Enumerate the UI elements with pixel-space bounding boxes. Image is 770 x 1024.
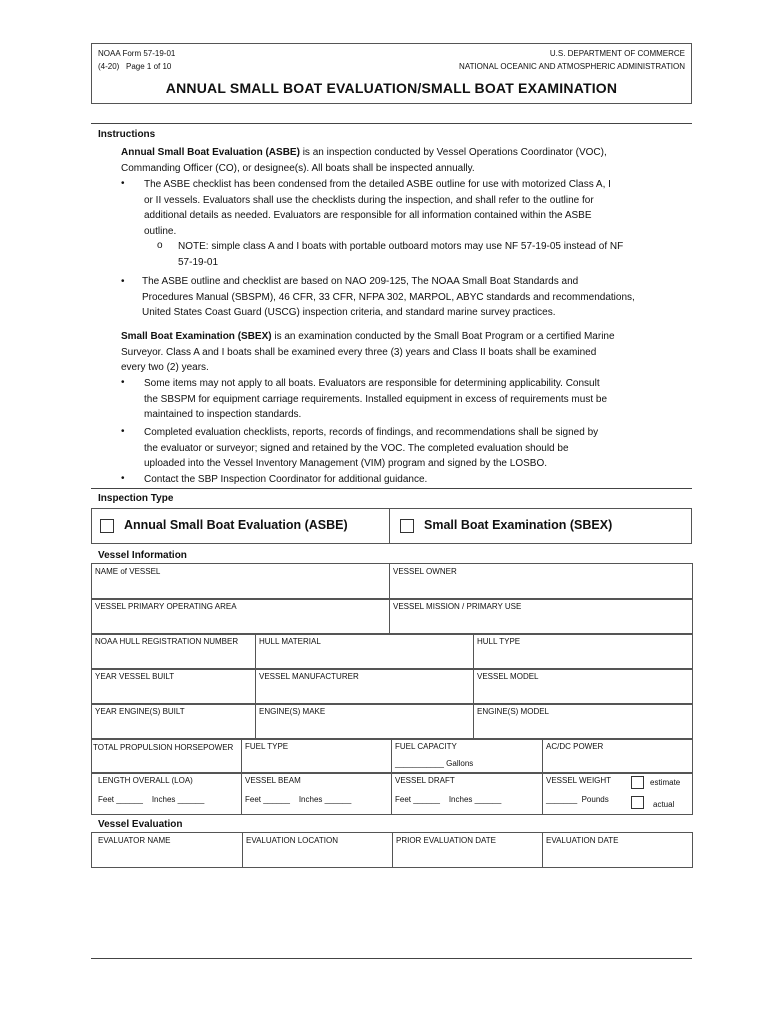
length-overall-field[interactable]: LENGTH OVERALL (LOA) Feet ______ Inches ______ (92, 773, 242, 815)
evaluation-date-field[interactable]: EVALUATION DATE (543, 833, 693, 868)
bullet-icon: • (121, 473, 125, 484)
manufacturer-field[interactable]: VESSEL MANUFACTURER (256, 669, 474, 705)
actual-checkbox[interactable] (631, 796, 644, 809)
asbe-option-label: Annual Small Boat Evaluation (ASBE) (124, 518, 348, 532)
engine-year-field[interactable]: YEAR ENGINE(S) BUILT (92, 704, 256, 740)
sbex-description: Small Boat Examination (SBEX) is an examination conducted by the Small Boat Program or a certified Marine Surveyor. Class A and I boats shall be examined every three (3) years and Class II boats shall be examined every two (2) years. (121, 331, 615, 374)
vessel-info-row-2 (91, 598, 693, 635)
vessel-mission-field[interactable]: VESSEL MISSION / PRIMARY USE (390, 599, 693, 635)
agency-name: NATIONAL OCEANIC AND ATMOSPHERIC ADMINISTRATION (459, 62, 685, 71)
footer-rule (91, 958, 692, 959)
vessel-eval-row (91, 832, 693, 868)
revision-page: (4-20) Page 1 of 10 (98, 62, 172, 71)
note-text: NOTE: simple class A and I boats with portable outboard motors may use NF 57-19-05 instead of NF 57-19-01 (178, 241, 624, 268)
year-built-field[interactable]: YEAR VESSEL BUILT (92, 669, 256, 705)
fuel-type-field[interactable]: FUEL TYPE (242, 739, 392, 774)
operating-area-field[interactable]: VESSEL PRIMARY OPERATING AREA (92, 599, 390, 635)
actual-label: actual (653, 800, 675, 809)
divider (91, 488, 692, 489)
vessel-info-row-1 (91, 563, 693, 600)
vessel-eval-heading: Vessel Evaluation (98, 819, 183, 830)
asbe-checkbox[interactable] (100, 519, 114, 533)
sbex-option-label: Small Boat Examination (SBEX) (424, 518, 613, 532)
vessel-model-field[interactable]: VESSEL MODEL (474, 669, 693, 705)
hull-registration-field[interactable]: NOAA HULL REGISTRATION NUMBER (92, 634, 256, 670)
prior-evaluation-date-field[interactable]: PRIOR EVALUATION DATE (393, 833, 543, 868)
vessel-draft-field[interactable]: VESSEL DRAFT Feet ______ Inches ______ (392, 773, 543, 815)
vessel-info-row-4 (91, 668, 693, 705)
instruction-bullet-4: Completed evaluation checklists, reports, records of findings, and recommendations shall be signed by the evaluator or surveyor; signed and retained by the VOC. The completed evaluation should be uploaded into the Vessel Inventory Management (VIM) program and signed by the LOSBO. (144, 427, 599, 470)
instruction-bullet-2: The ASBE outline and checklist are based on NAO 209-125, The NOAA Small Boat Standards and Procedures Manual (SBSPM), 46 CFR, 33 CFR, NFPA 302, MARPOL, ABYC standards and recommendations, United States Coast Guard (USCG) inspection criteria, and standard marine survey practices. (142, 276, 635, 319)
engine-model-field[interactable]: ENGINE(S) MODEL (474, 704, 693, 740)
instruction-bullet-1: The ASBE checklist has been condensed from the detailed ASBE outline for use with motorized Class A, I or II vessels. Evaluators shall use the checklists during the inspection, and shall refer to the outline for additional details as needed. Evaluators are responsible for all information contained within the ASBE outline. (144, 179, 611, 237)
instructions-heading: Instructions (98, 129, 156, 140)
vessel-weight-field[interactable]: VESSEL WEIGHT _______ Pounds (543, 773, 693, 815)
form-title: ANNUAL SMALL BOAT EVALUATION/SMALL BOAT EXAMINATION (165, 80, 618, 96)
estimate-checkbox[interactable] (631, 776, 644, 789)
inspection-type-heading: Inspection Type (98, 493, 174, 504)
bullet-icon: • (121, 276, 125, 287)
vessel-info-row-6 (91, 738, 693, 774)
bullet-icon: • (121, 178, 125, 189)
hull-type-field[interactable]: HULL TYPE (474, 634, 693, 670)
sbex-term: Small Boat Examination (SBEX) (121, 331, 272, 342)
bullet-icon: • (121, 377, 125, 388)
evaluator-name-field[interactable]: EVALUATOR NAME (92, 833, 243, 868)
instruction-bullet-3: Some items may not apply to all boats. Evaluators are responsible for determining applicability. Consult the SBSPM for equipment carriage requirements. Installed equipment in excess of requirements must be maintained to inspection standards. (144, 378, 608, 421)
vessel-info-row-7 (91, 772, 693, 815)
sbex-checkbox[interactable] (400, 519, 414, 533)
asbe-description: Annual Small Boat Evaluation (ASBE) is an inspection conducted by Vessel Operations Coordinator (VOC), Commanding Officer (CO), or designee(s). All boats shall be inspected annually. (121, 147, 607, 174)
evaluation-location-field[interactable]: EVALUATION LOCATION (243, 833, 393, 868)
asbe-term: Annual Small Boat Evaluation (ASBE) (121, 147, 300, 158)
divider (389, 508, 390, 544)
sub-bullet-icon: o (157, 240, 163, 251)
vessel-beam-field[interactable]: VESSEL BEAM Feet ______ Inches ______ (242, 773, 392, 815)
form-number: NOAA Form 57-19-01 (98, 49, 176, 58)
department-name: U.S. DEPARTMENT OF COMMERCE (549, 49, 685, 58)
vessel-info-heading: Vessel Information (98, 550, 187, 561)
engine-make-field[interactable]: ENGINE(S) MAKE (256, 704, 474, 740)
instruction-bullet-5: Contact the SBP Inspection Coordinator for additional guidance. (144, 474, 428, 485)
divider (91, 123, 692, 124)
estimate-label: estimate (650, 778, 681, 787)
vessel-info-row-3 (91, 633, 693, 670)
horsepower-field[interactable]: TOTAL PROPULSION HORSEPOWER (92, 739, 242, 774)
vessel-owner-field[interactable]: VESSEL OWNER (390, 564, 693, 600)
acdc-power-field[interactable]: AC/DC POWER (543, 739, 693, 774)
vessel-info-row-5 (91, 703, 693, 740)
bullet-icon: • (121, 426, 125, 437)
vessel-name-field[interactable]: NAME of VESSEL (92, 564, 390, 600)
fuel-capacity-field[interactable]: FUEL CAPACITY ___________ Gallons (392, 739, 543, 774)
hull-material-field[interactable]: HULL MATERIAL (256, 634, 474, 670)
